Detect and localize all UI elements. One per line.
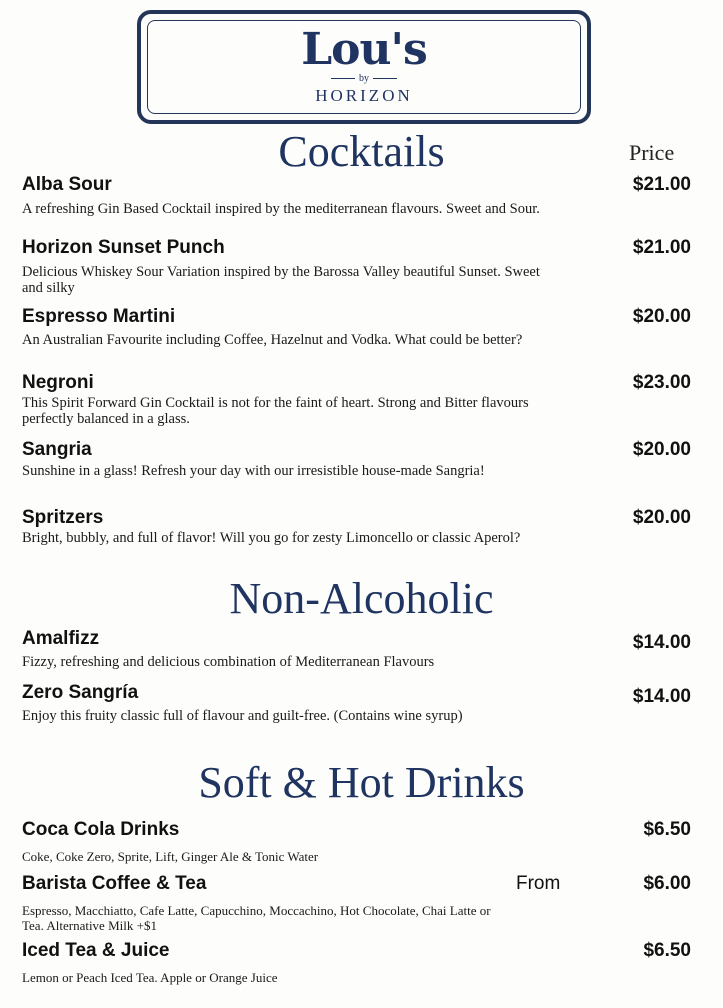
item-name: Amalfizz: [22, 628, 100, 649]
logo-by: by: [141, 73, 587, 84]
logo-sub: HORIZON: [315, 86, 413, 105]
logo-name: Lou's: [301, 24, 427, 75]
item-name: Sangria: [22, 439, 92, 460]
item-price: $20.00: [632, 306, 691, 327]
section-title-non-alcoholic: Non-Alcoholic: [229, 574, 494, 623]
item-name: Zero Sangría: [22, 682, 139, 703]
item-desc: Enjoy this fruity classic full of flavour and guilt-free. (Contains wine syrup): [22, 708, 463, 724]
item-name: Negroni: [22, 372, 94, 393]
item-price: $6.50: [643, 940, 691, 961]
item-desc: Bright, bubbly, and full of flavor! Will you go for zesty Limoncello or classic Aperol?: [22, 530, 521, 546]
item-name: Horizon Sunset Punch: [22, 237, 225, 258]
item-price: $20.00: [632, 507, 691, 528]
price-header: Price: [629, 140, 675, 165]
section-title-cocktails: Cocktails: [278, 127, 445, 176]
item-name: Alba Sour: [22, 174, 112, 195]
logo: [137, 10, 591, 124]
item-price: $20.00: [632, 439, 691, 460]
item-price: $14.00: [632, 686, 691, 707]
item-name: Espresso Martini: [22, 306, 176, 327]
item-price: $6.00: [643, 873, 691, 894]
item-price: $21.00: [632, 237, 691, 258]
item-desc: Fizzy, refreshing and delicious combination of Mediterranean Flavours: [22, 654, 435, 670]
item-desc: Delicious Whiskey Sour Variation inspired by the Barossa Valley beautiful Sunset. Sweet and silky: [22, 264, 540, 296]
item-desc: This Spirit Forward Gin Cocktail is not for the faint of heart. Strong and Bitter flavours perfectly balanced in a glass.: [22, 395, 529, 427]
item-desc: Coke, Coke Zero, Sprite, Lift, Ginger Ale & Tonic Water: [22, 849, 319, 864]
item-price: $14.00: [632, 632, 691, 653]
item-name: Coca Cola Drinks: [22, 819, 180, 840]
item-name: Iced Tea & Juice: [22, 940, 170, 961]
item-desc: Sunshine in a glass! Refresh your day with our irresistible house-made Sangria!: [22, 463, 485, 479]
item-desc: Lemon or Peach Iced Tea. Apple or Orange Juice: [22, 970, 278, 985]
item-price: $23.00: [632, 372, 691, 393]
item-name: Barista Coffee & Tea: [22, 873, 207, 894]
item-price: $6.50: [643, 819, 691, 840]
item-desc: Espresso, Macchiatto, Cafe Latte, Capucchino, Moccachino, Hot Chocolate, Chai Latte or Tea. Alternative Milk +$1: [22, 903, 491, 933]
item-desc: An Australian Favourite including Coffee, Hazelnut and Vodka. What could be better?: [22, 332, 523, 348]
item-price: $21.00: [632, 174, 691, 195]
item-name: Spritzers: [22, 507, 104, 528]
from-label: From: [516, 873, 561, 894]
section-title-soft-hot-drinks: Soft & Hot Drinks: [198, 758, 525, 807]
item-desc: A refreshing Gin Based Cocktail inspired by the mediterranean flavours. Sweet and Sour.: [22, 201, 540, 217]
